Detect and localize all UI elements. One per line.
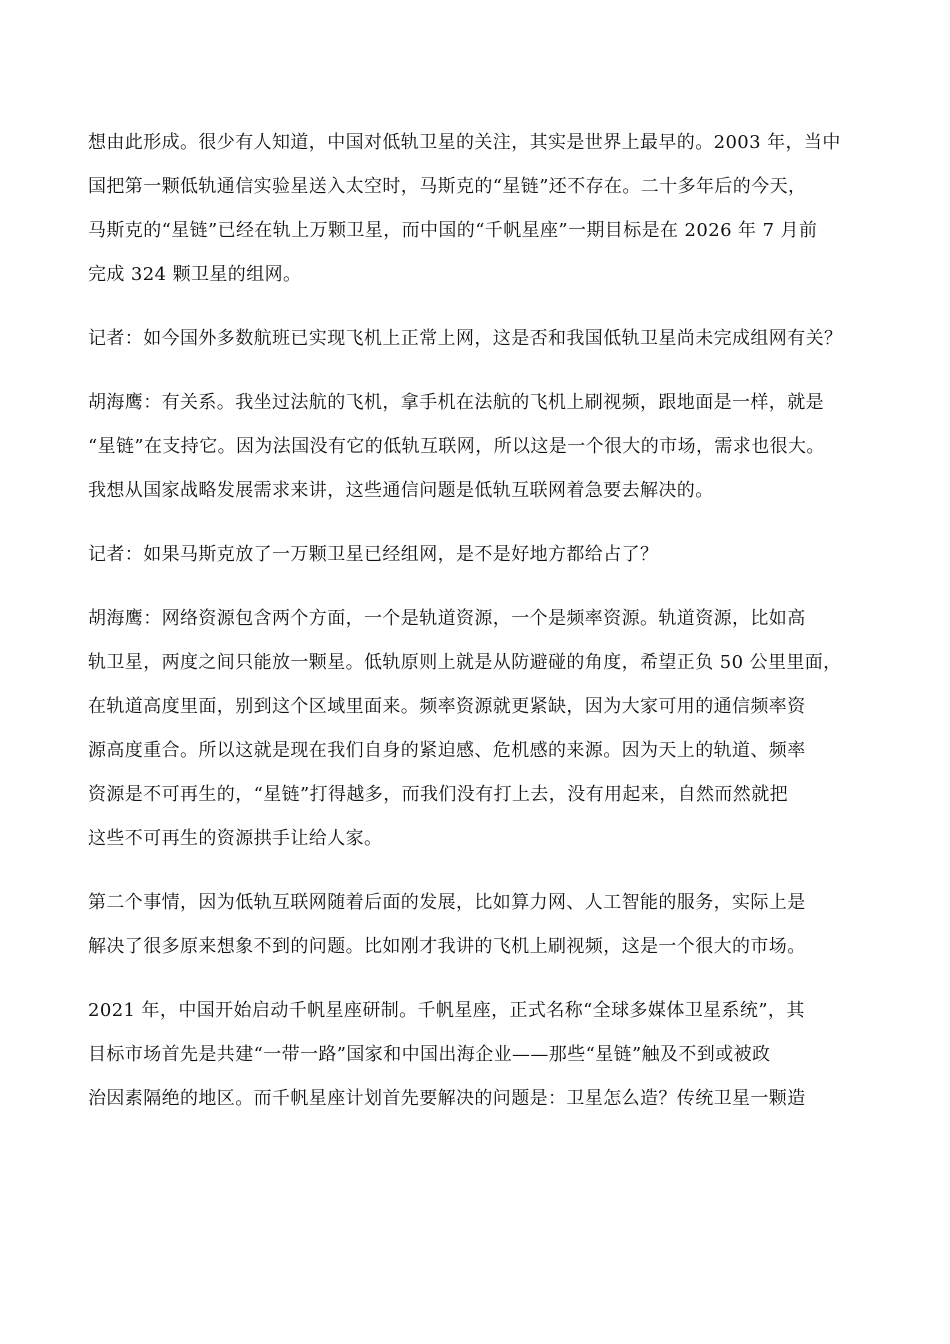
paragraph-2-reporter-question: 记者：如今国外多数航班已实现飞机上正常上网，这是否和我国低轨卫星尚未完成组网有关？ [88, 328, 843, 349]
paragraph-6: 第二个事情，因为低轨互联网随着后面的发展，比如算力网、人工智能的服务，实际上是 解决了很多原来想象不到的问题。比如刚才我讲的飞机上刷视频，这是一个很大的市场。 [88, 892, 806, 957]
paragraph-5-answer: 胡海鹰：网络资源包含两个方面，一个是轨道资源，一个是频率资源。轨道资源，比如高 轨卫星，两度之间只能放一颗星。低轨原则上就是从防避碰的角度，希望正负 50 公里里面， 在轨道高度里面，别到这个区域里面来。频率资源就更紧缺，因为大家可用的通信频率资 源高度重合。所以这就是现在我们自身的紧迫感、危机感的来源。因为天上的轨道、频率 资源是不可再生的，“星链”打得越多，而我们没有打上去，没有用起来，自然而然就把 这些不可再生的资源拱手让给人家。 [88, 608, 842, 849]
paragraph-7: 2021 年，中国开始启动千帆星座研制。千帆星座，正式名称“全球多媒体卫星系统”，其 目标市场首先是共建“一带一路”国家和中国出海企业——那些“星链”触及不到或被政 治因素隔绝的地区。而千帆星座计划首先要解决的问题是：卫星怎么造？传统卫星一颗造 [88, 1000, 806, 1109]
paragraph-3-answer: 胡海鹰：有关系。我坐过法航的飞机，拿手机在法航的飞机上刷视频，跟地面是一样，就是 “星链”在支持它。因为法国没有它的低轨互联网，所以这是一个很大的市场，需求也很大。 我想从国家战略发展需求来讲，这些通信问题是低轨互联网着急要去解决的。 [88, 392, 825, 501]
document-body [88, 121, 868, 1141]
paragraph-1: 想由此形成。很少有人知道，中国对低轨卫星的关注，其实是世界上最早的。2003 年，当中 国把第一颗低轨通信实验星送入太空时，马斯克的“星链”还不存在。二十多年后的今天， 马斯克的“星链”已经在轨上万颗卫星，而中国的“千帆星座”一期目标是在 2026 年 7 月前 完成 324 颗卫星的组网。 [88, 132, 841, 285]
paragraph-4-reporter-question: 记者：如果马斯克放了一万颗卫星已经组网，是不是好地方都给占了？ [88, 544, 659, 565]
